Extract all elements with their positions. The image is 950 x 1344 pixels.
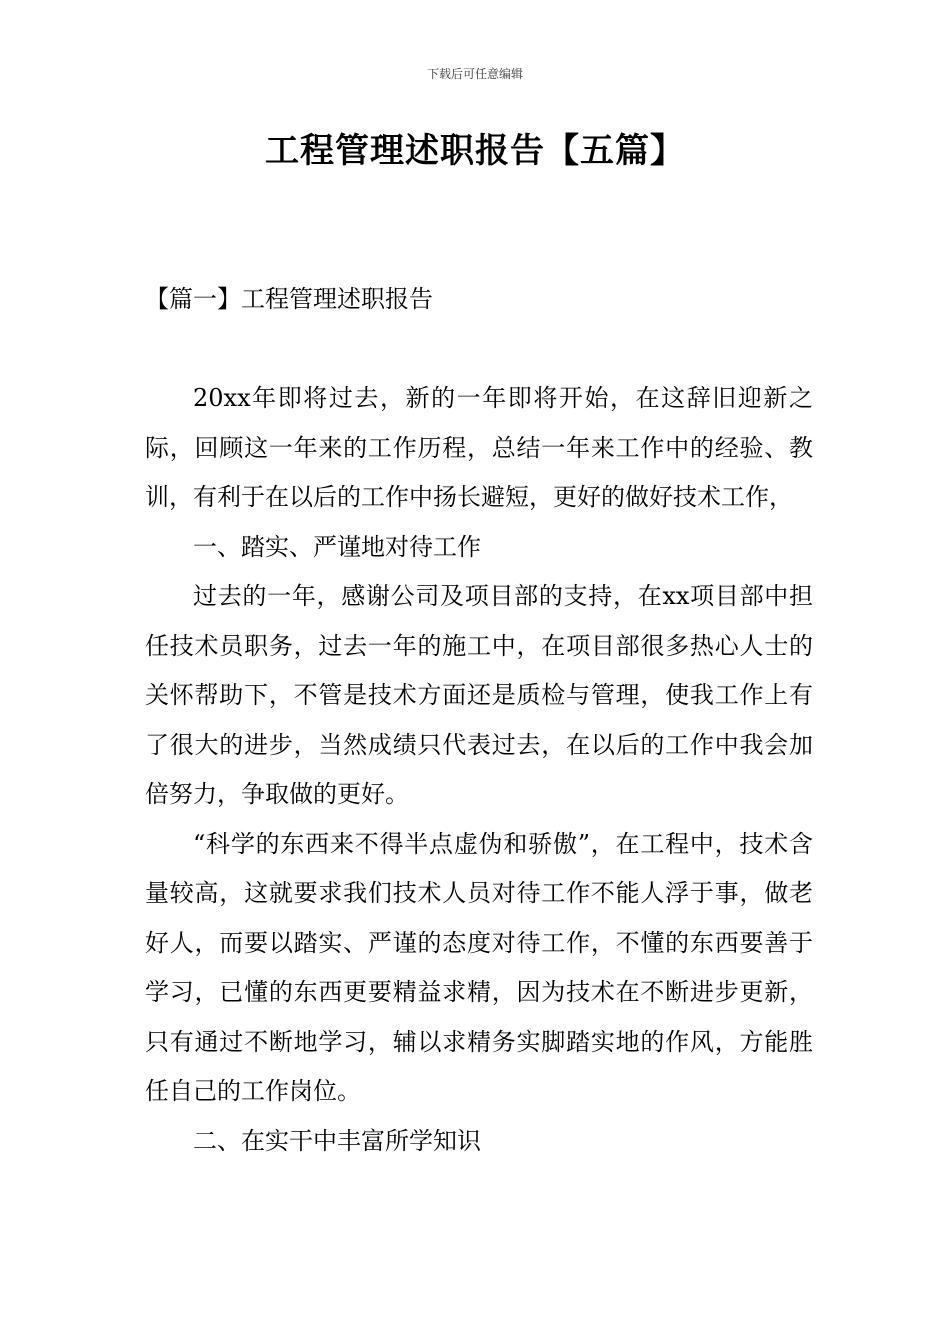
subheading-two: 二、在实干中丰富所学知识 [193, 1126, 481, 1155]
document-title: 工程管理述职报告【五篇】 [265, 131, 685, 171]
body-text [145, 374, 813, 1166]
paragraph-intro: 20xx年即将过去，新的一年即将开始，在这辞旧迎新之际，回顾这一年来的工作历程，总结一年来工作中的经验、教训，有利于在以后的工作中扬长避短，更好的做好技术工作， [145, 384, 813, 511]
header-note: 下载后可任意编辑 [426, 67, 523, 81]
paragraph-past-year: 过去的一年，感谢公司及项目部的支持，在xx项目部中担任技术员职务，过去一年的施工中，在项目部很多热心人士的关怀帮助下，不管是技术方面还是质检与管理，使我工作上有了很大的进步，当然成绩只代表过去，在以后的工作中我会加倍努力，争取做的更好。 [145, 582, 813, 808]
paragraph-science-quote: “科学的东西来不得半点虚伪和骄傲”，在工程中，技术含量较高，这就要求我们技术人员对待工作不能人浮于事，做老好人，而要以踏实、严谨的态度对待工作，不懂的东西要善于学习，已懂的东西更要精益求精，因为技术在不断进步更新，只有通过不断地学习，辅以求精务实脚踏实地的作风，方能胜任自己的工作岗位。 [145, 829, 813, 1105]
section-heading: 【篇一】工程管理述职报告 [145, 285, 433, 313]
subheading-one: 一、踏实、严谨地对待工作 [193, 532, 481, 561]
